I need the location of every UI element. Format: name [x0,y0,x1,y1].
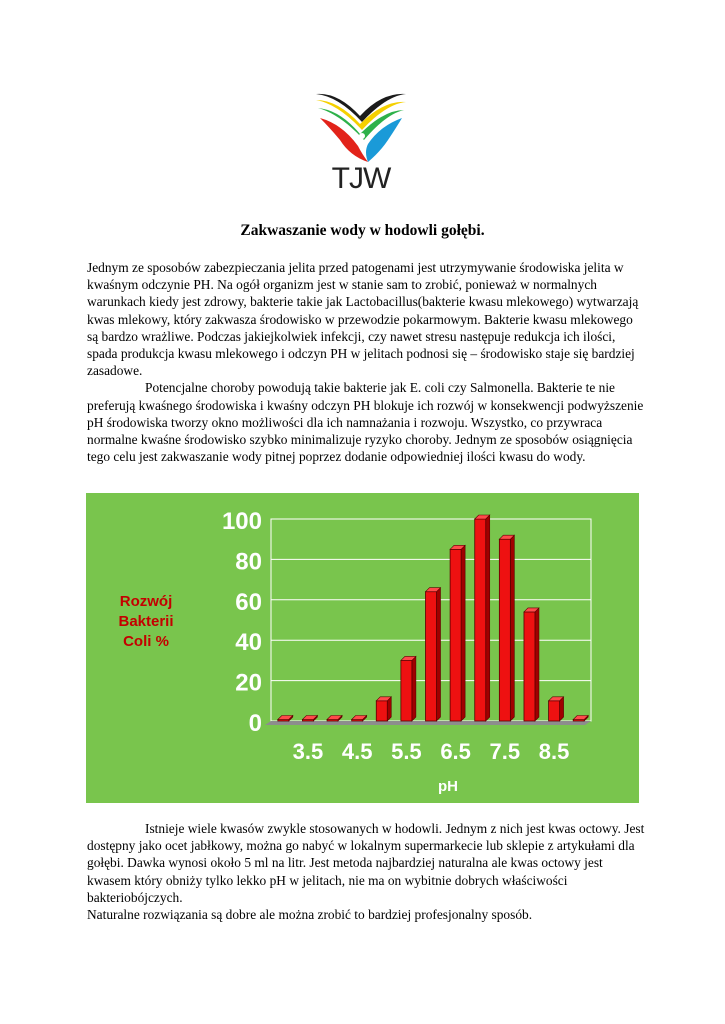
bar [450,545,465,721]
y-tick-label: 20 [235,669,262,697]
bar [278,716,293,722]
bar [573,716,588,722]
bar-side [535,608,539,721]
bacteria-ph-chart [86,493,639,803]
logo-text: TJW [331,162,391,195]
x-tick-label: 4.5 [341,739,373,764]
y-tick-label: 0 [248,710,262,737]
bar-side [486,515,490,721]
company-logo [306,88,416,198]
bar [401,656,416,721]
bar [376,697,391,721]
bar [549,697,564,721]
y-tick-label: 40 [235,629,262,657]
bar [426,588,441,721]
y-tick-label: 60 [235,588,262,616]
bar-front [475,519,486,721]
bar-front [524,612,535,721]
paragraph-1b: Potencjalne choroby powodują takie bakterie jak E. coli czy Salmonella. Bakterie te nie preferują kwaśnego środowiska i kwaśny odczyn PH blokuje ich rozwój w konsekwencji podwyższenie pH środowiska tworzy okno możliwości dla ich namnażania i rozwoju. Wszystko, co przywraca normalne kwaśne środowisko szybko minimalizuje ryzyko choroby. Jednym ze sposobów osiągnięcia tego celu jest zakwaszanie wody pitnej poprzez dodanie odpowiedniej ilości kwasu do wody. [87,380,644,465]
bar [327,716,342,722]
bar-front [549,701,560,721]
bar [524,608,539,721]
x-tick-label: 3.5 [292,739,324,764]
bar-side [461,545,465,721]
bar [475,515,490,721]
bar-front [401,660,412,721]
bar-front [426,592,437,721]
paragraph-1a: Jednym ze sposobów zabezpieczania jelita przed patogenami jest utrzymywanie środowiska jelita w kwaśnym odczynie PH. Na ogół organizm jest w stanie sam to zrobić, ponieważ w normalnych warunkach kiedy jest zdrowy, bakterie takie jak Lactobacillus(bakterie kwasu mlekowego) wytwarzają kwas mlekowy, który zakwasza środowisko w przewodzie pokarmowym. Bakterie kwasu mlekowego są bardzo wrażliwe. Podczas jakiejkolwiek infekcji, czy nawet stresu następuje redukcja ich ilości, spada produkcja kwasu mlekowego i odczyn PH w jelitach podnosi się – środowisko staje się bardziej zasadowe. [87,260,639,379]
x-tick-label: 6.5 [440,739,471,764]
y-tick-label: 80 [235,548,262,576]
page-title: Zakwaszanie wody w hodowli gołębi. [240,222,485,239]
x-tick-label: 8.5 [538,739,570,764]
bar-side [437,588,441,721]
x-tick-label: 7.5 [489,739,521,764]
bar-front [376,701,387,721]
bar-side [412,656,416,721]
bar-front [450,549,461,721]
bar-side [510,535,514,721]
ylabel-line-2: Bakterii [118,613,174,630]
paragraph-2a: Istnieje wiele kwasów zwykle stosowanych w hodowli. Jednym z nich jest kwas octowy. Jest dostępny jako ocet jabłkowy, można go nabyć w lokalnym supermarkecie lub sklepie z artykułami dla gołębi. Dawka wynosi około 5 ml na litr. Jest metoda najbardziej naturalna ale kwas octowy jest kwasem który obniży tylko lekko pH w jelitach, nie ma on wybitnie dobrych właściwości bakteriobójczych. [87,821,645,905]
bar [352,716,367,722]
ylabel-line-3: Coli % [123,633,169,650]
bird-wings-logo-icon [306,88,416,166]
bar-front [499,539,510,721]
x-tick-label: 5.5 [391,739,422,764]
x-axis-label: pH [438,778,458,795]
y-tick-label: 100 [221,508,262,535]
bar [302,716,317,722]
ylabel-line-1: Rozwój [119,593,173,610]
bar [499,535,514,721]
paragraph-2b: Naturalne rozwiązania są dobre ale można zrobić to bardziej profesjonalny sposób. [87,907,533,923]
intro-text [87,259,647,465]
chart-svg [86,493,639,803]
chart-floor [265,721,591,725]
closing-text [87,820,647,923]
